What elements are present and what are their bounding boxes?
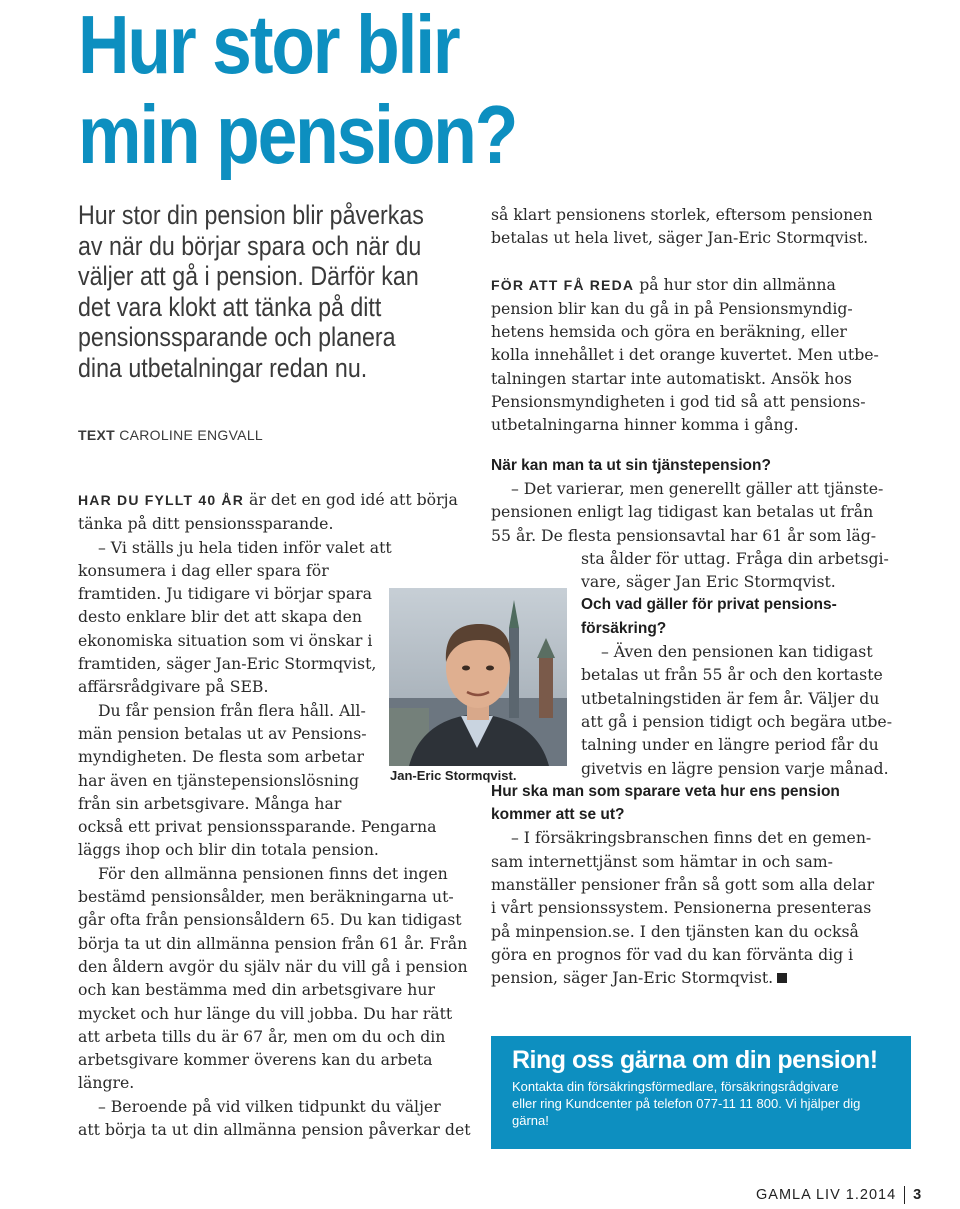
body-line: framtiden. Ju tidigare vi börjar spara [78, 584, 373, 604]
body-line: utbetalningarna hinner komma i gång. [491, 415, 799, 435]
body-line: så klart pensionens storlek, eftersom pensionen [491, 205, 873, 224]
ingress-line: Hur stor din pension blir påverkas [78, 200, 424, 230]
body-line: att gå i pension tidigt och begära utbe- [581, 711, 892, 731]
page-footer [756, 1186, 922, 1204]
body-line: vare, säger Jan Eric Stormqvist. [581, 572, 836, 592]
body-line: att arbeta tills du är 67 år, men om du och din [78, 1026, 446, 1046]
callout-line: Kontakta din försäkringsförmedlare, försäkringsrådgivare [512, 1079, 839, 1094]
body-text: pension, säger Jan-Eric Stormqvist. [491, 968, 774, 988]
body-line: – Beroende på vid vilken tidpunkt du väljer [78, 1096, 441, 1116]
body-line: på minpension.se. I den tjänsten kan du också [491, 921, 859, 941]
headline-line-2: min pension? [78, 88, 517, 181]
magazine-name: GAMLA LIV 1.2014 [756, 1186, 897, 1203]
body-line: talningen startar inte automatiskt. Ansök hos [491, 368, 852, 388]
body-line: sam internettjänst som hämtar in och sam- [491, 851, 833, 871]
body-line: börja ta ut din allmänna pension från 61 år. Från [78, 933, 468, 953]
body-line: utbetalningstiden är fem år. Väljer du [581, 688, 880, 708]
question-heading: Och vad gäller för privat pensions- [581, 596, 837, 614]
byline [78, 427, 263, 443]
body-line: talning under en längre period får du [581, 735, 879, 755]
body-line: bestämd pensionsålder, men beräkningarna ut- [78, 887, 454, 907]
page-number: 3 [913, 1186, 923, 1203]
ingress-line: det vara klokt att tänka på ditt [78, 291, 382, 322]
body-line: 55 år. De flesta pensionsavtal har 61 år som läg- [491, 525, 877, 545]
body-line: betalas ut från 55 år och den kortaste [581, 665, 883, 685]
byline-author: CAROLINE ENGVALL [119, 427, 263, 443]
body-line: tänka på ditt pensionssparande. [78, 514, 334, 534]
body-line: – Det varierar, men generellt gäller att tjänste- [491, 478, 884, 498]
body-line: – I försäkringsbranschen finns det en gemen- [491, 828, 872, 848]
body-line: sta ålder för uttag. Fråga din arbetsgi- [581, 548, 889, 568]
ingress-line: väljer att gå i pension. Därför kan [78, 261, 419, 291]
ingress-line: av när du börjar spara och när du [78, 230, 422, 261]
body-line: läggs ihop och blir din totala pension. [78, 840, 379, 860]
footer-divider [904, 1186, 905, 1204]
body-line: arbetsgivare kommer överens kan du arbeta [78, 1050, 433, 1070]
photo-caption: Jan-Eric Stormqvist. [390, 768, 517, 783]
spacer [491, 250, 911, 273]
body-line: ekonomiska situation som vi önskar i [78, 630, 373, 650]
body-line: att börja ta ut din allmänna pension påverkar det [78, 1120, 471, 1140]
body-line: och kan bestämma med din arbetsgivare hur [78, 980, 436, 1000]
byline-label: TEXT [78, 427, 115, 443]
body-line [491, 273, 911, 297]
ingress [78, 200, 482, 383]
callout-title: Ring oss gärna om din pension! [512, 1046, 878, 1074]
body-line: För den allmänna pensionen finns det ingen [78, 863, 448, 883]
callout-box [491, 1036, 911, 1149]
body-line: män pension betalas ut av Pensions- [78, 723, 367, 743]
body-line: mycket och hur länge du vill jobba. Du har rätt [78, 1003, 453, 1023]
body-line: betalas ut hela livet, säger Jan-Eric Stormqvist. [491, 228, 869, 248]
question-heading: kommer att se ut? [491, 806, 625, 824]
body-line: göra en prognos för vad du kan förvänta dig i [491, 944, 854, 964]
body-line [491, 966, 911, 989]
body-line: hetens hemsida och göra en beräkning, eller [491, 322, 847, 342]
lead-in-caps: FÖR ATT FÅ REDA [491, 276, 635, 293]
headline-line-1: Hur stor blir [78, 0, 459, 91]
body-line: pensionen enligt lag tidigast kan betalas ut från [491, 502, 874, 522]
body-line: – Vi ställs ju hela tiden inför valet att [78, 537, 392, 557]
body-line: affärsrådgivare på SEB. [78, 677, 269, 697]
body-column-left [78, 488, 498, 1141]
body-line: Du får pension från flera håll. All- [78, 700, 366, 720]
page-title [78, 0, 680, 180]
question-heading: försäkring? [581, 619, 667, 637]
ingress-line: dina utbetalningar redan nu. [78, 352, 368, 383]
question-heading: När kan man ta ut sin tjänstepension? [491, 456, 771, 474]
body-line: myndigheten. De flesta som arbetar [78, 747, 364, 767]
body-line [78, 488, 498, 512]
body-line: framtiden, säger Jan-Eric Stormqvist, [78, 654, 377, 674]
end-mark-icon [777, 973, 787, 983]
body-text: är det en god idé att börja [244, 490, 458, 509]
body-column-right [491, 203, 911, 990]
body-line: har även en tjänstepensionslösning [78, 770, 360, 790]
body-line: kolla innehållet i det orange kuvertet. Men utbe- [491, 345, 879, 365]
callout-line: eller ring Kundcenter på telefon 077-11 11 800. Vi hjälper dig [512, 1096, 861, 1111]
body-text: på hur stor din allmänna [634, 274, 836, 294]
spacer [491, 437, 911, 454]
callout-text [512, 1078, 902, 1129]
body-line: givetvis en lägre pension varje månad. [581, 758, 889, 778]
ingress-line: pensionssparande och planera [78, 322, 396, 352]
body-line: i vårt pensionssystem. Pensionerna presenteras [491, 898, 872, 918]
lead-in-caps: HAR DU FYLLT 40 ÅR [78, 492, 245, 508]
body-line: manställer pensioner från så gott som alla delar [491, 875, 875, 895]
question-heading: Hur ska man som sparare veta hur ens pension [491, 782, 840, 800]
body-line: längre. [78, 1073, 135, 1093]
body-line: också ett privat pensionssparande. Pengarna [78, 817, 437, 837]
body-line: pension blir kan du gå in på Pensionsmyndig- [491, 298, 853, 318]
body-line: från sin arbetsgivare. Många har [78, 793, 342, 813]
callout-line: gärna! [512, 1113, 549, 1128]
body-line: konsumera i dag eller spara för [78, 560, 329, 580]
body-line: Pensionsmyndigheten i god tid så att pensions- [491, 392, 866, 412]
body-line: – Även den pensionen kan tidigast [581, 642, 873, 662]
body-line: den åldern avgör du själv när du vill gå i pension [78, 956, 468, 976]
body-line: desto enklare blir det att skapa den [78, 607, 362, 627]
body-line: går ofta från pensionsåldern 65. Du kan tidigast [78, 910, 462, 930]
